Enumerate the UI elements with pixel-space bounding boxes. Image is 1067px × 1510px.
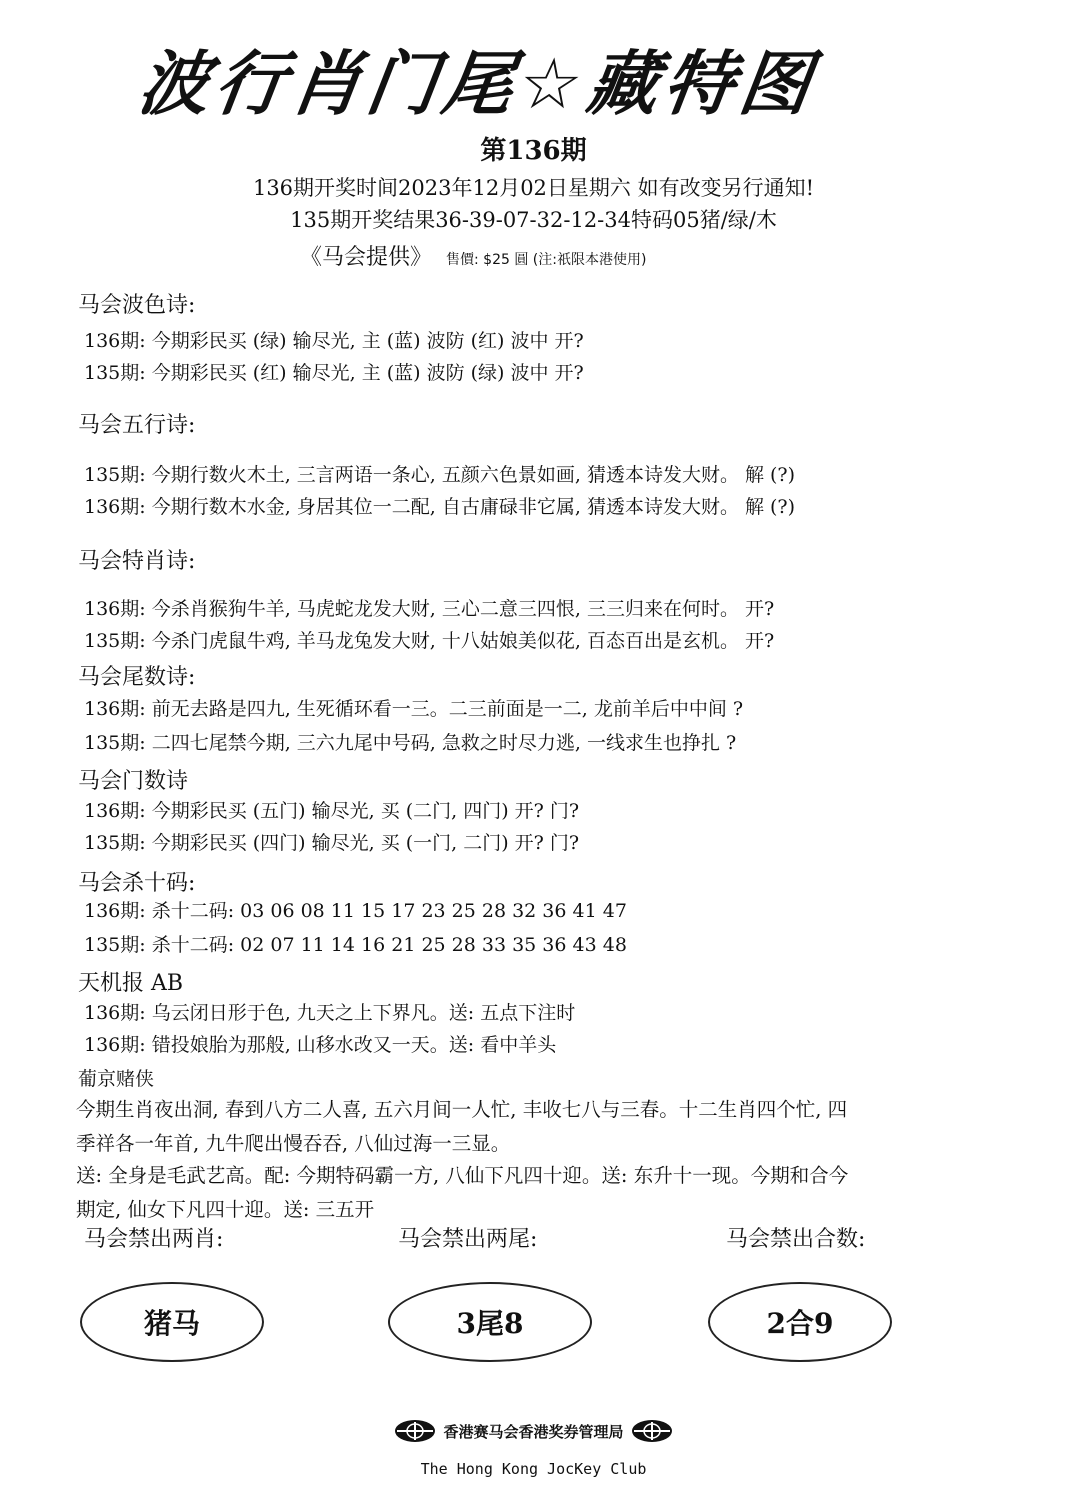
- ban-sum-oval: [708, 1282, 892, 1362]
- footer-cn: [0, 1418, 1067, 1444]
- jockey-club-logo-right-icon: [630, 1418, 674, 1444]
- issue-number: 第136期: [480, 136, 587, 166]
- footer-cn-text: 香港赛马会香港奖券管理局: [443, 1422, 624, 1441]
- zodiac-poem-line: 135期: 今杀门虎鼠牛鸡, 羊马龙兔发大财, 十八姑娘美似花, 百态百出是玄机。 开?: [84, 630, 775, 652]
- ban-sum-value: 2合9: [766, 1307, 834, 1340]
- tianji-heading: 天机报 AB: [78, 971, 184, 996]
- five-elements-line: 136期: 今期行数木水金, 身居其位一二配, 自古庸碌非它属, 猜透本诗发大财。 解 (?): [84, 496, 796, 518]
- tail-poem-heading: 马会尾数诗:: [78, 665, 196, 690]
- five-elements-heading: 马会五行诗:: [78, 413, 196, 438]
- wave-poem-line: 136期: 今期彩民买 (绿) 输尽光, 主 (蓝) 波防 (红) 波中 开?: [84, 330, 584, 352]
- draw-time: 136期开奖时间2023年12月02日星期六 如有改变另行通知!: [252, 176, 815, 200]
- ban-sum-label: 马会禁出合数:: [726, 1227, 866, 1252]
- price-note: 售價: $25 圓 (注:祇限本港使用): [446, 252, 647, 268]
- gamble-paragraph-line: 期定, 仙女下凡四十迎。送: 三五开: [76, 1198, 375, 1221]
- ban-tail-value: 3尾8: [456, 1307, 524, 1340]
- tianji-line: 136期: 错投娘胎为那般, 山移水改又一天。送: 看中羊头: [84, 1034, 557, 1056]
- tianji-line: 136期: 乌云闭日形于色, 九天之上下界凡。送: 五点下注时: [84, 1002, 576, 1024]
- footer-en: The Hong Kong JocKey Club: [420, 1460, 647, 1478]
- zodiac-poem-heading: 马会特肖诗:: [78, 549, 196, 574]
- zodiac-poem-line: 136期: 今杀肖猴狗牛羊, 马虎蛇龙发大财, 三心二意三四恨, 三三归来在何时。 开?: [84, 598, 775, 620]
- tail-poem-line: 135期: 二四七尾禁今期, 三六九尾中号码, 急救之时尽力逃, 一线求生也挣扎 ?: [84, 732, 737, 754]
- door-poem-heading: 马会门数诗: [78, 769, 189, 794]
- wave-poem-heading: 马会波色诗:: [78, 293, 196, 318]
- kill-ten-heading: 马会杀十码:: [78, 871, 196, 896]
- tail-poem-line: 136期: 前无去路是四九, 生死循环看一三。二三前面是一二, 龙前羊后中中间 ?: [84, 698, 744, 720]
- ban-zodiac-oval: [80, 1282, 264, 1362]
- jockey-club-logo-left-icon: [393, 1418, 437, 1444]
- gamble-paragraph-line: 今期生肖夜出洞, 春到八方二人喜, 五六月间一人忙, 丰收七八与三春。十二生肖四个忙, 四: [76, 1098, 848, 1121]
- ban-zodiac-value: 猪马: [143, 1307, 200, 1340]
- last-result: 135期开奖结果36-39-07-32-12-34特码05猪/绿/木: [290, 208, 777, 232]
- door-poem-line: 135期: 今期彩民买 (四门) 输尽光, 买 (一门, 二门) 开? 门?: [84, 832, 580, 854]
- kill-ten-line: 136期: 杀十二码: 03 06 08 11 15 17 23 25 28 32 36 41 47: [84, 900, 627, 922]
- provider: 《马会提供》: [300, 245, 433, 270]
- page-title: 波行肖门尾☆藏特图: [133, 43, 822, 125]
- gamble-paragraph-line: 季祥各一年首, 九牛爬出慢吞吞, 八仙过海一三显。: [76, 1132, 511, 1155]
- ban-tail-oval: [388, 1282, 592, 1362]
- ban-zodiac-label: 马会禁出两肖:: [84, 1227, 224, 1252]
- wave-poem-line: 135期: 今期彩民买 (红) 输尽光, 主 (蓝) 波防 (绿) 波中 开?: [84, 362, 584, 384]
- kill-ten-line: 135期: 杀十二码: 02 07 11 14 16 21 25 28 33 35 36 43 48: [84, 934, 627, 956]
- door-poem-line: 136期: 今期彩民买 (五门) 输尽光, 买 (二门, 四门) 开? 门?: [84, 800, 580, 822]
- gamble-heading: 葡京赌侠: [78, 1068, 155, 1090]
- provider-line: [300, 240, 646, 271]
- gamble-paragraph-line: 送: 全身是毛武艺高。配: 今期特码霸一方, 八仙下凡四十迎。送: 东升十一现。今期和合今: [76, 1164, 849, 1187]
- five-elements-line: 135期: 今期行数火木土, 三言两语一条心, 五颜六色景如画, 猜透本诗发大财。 解 (?): [84, 464, 796, 486]
- ban-tail-label: 马会禁出两尾:: [398, 1227, 538, 1252]
